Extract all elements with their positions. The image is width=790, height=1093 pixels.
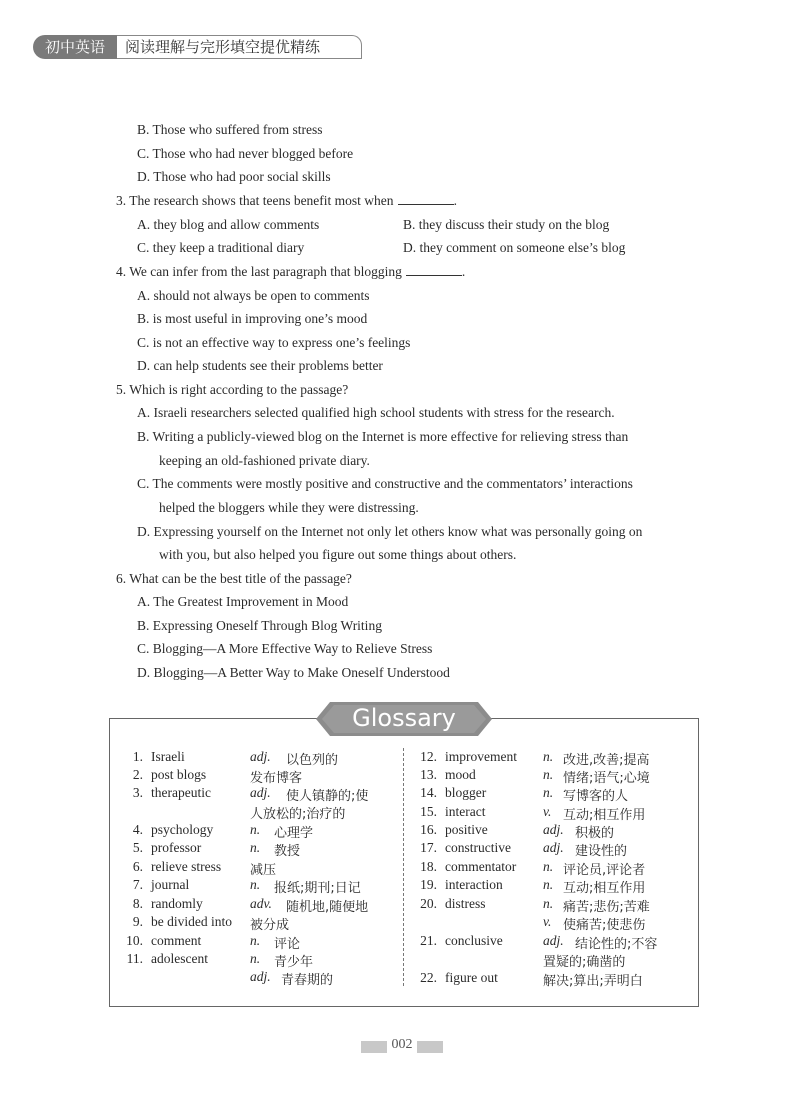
glossary-word: improvement (445, 749, 517, 764)
page-number: 002 (391, 1037, 413, 1052)
q6-option-c: C. Blogging—A More Effective Way to Relieve Stress (137, 641, 433, 656)
glossary-title: Glossary (352, 704, 456, 732)
q3-option-a: A. they blog and allow comments (137, 217, 320, 232)
glossary-pos: adj. (543, 840, 564, 855)
glossary-number: 18. (420, 859, 437, 874)
glossary-word: therapeutic (151, 785, 211, 800)
glossary-tab (316, 702, 492, 736)
glossary-pos: n. (250, 822, 261, 837)
glossary-number: 10. (126, 933, 143, 948)
glossary-number: 17. (420, 840, 437, 855)
glossary-word: interaction (445, 877, 503, 892)
glossary-meaning: 解决;算出;弄明白 (543, 974, 643, 989)
glossary-word: commentator (445, 859, 517, 874)
glossary-meaning: 使人镇静的;使 (286, 789, 369, 804)
glossary-meaning: 被分成 (250, 918, 290, 933)
footer-bar-left (361, 1041, 387, 1053)
q3-option-d: D. they comment on someone else’s blog (403, 240, 626, 255)
glossary-pos: v. (543, 914, 552, 929)
answer-blank (406, 265, 462, 276)
glossary-meaning: 教授 (274, 844, 301, 859)
glossary-meaning: 改进,改善;提高 (563, 753, 650, 768)
glossary-meaning: 置疑的;确凿的 (543, 955, 626, 970)
glossary-number: 6. (132, 859, 143, 874)
glossary-word: comment (151, 933, 202, 948)
q6-option-a: A. The Greatest Improvement in Mood (137, 594, 349, 609)
glossary-word: constructive (445, 840, 511, 855)
glossary-pos: n. (250, 933, 261, 948)
glossary-number: 8. (132, 896, 143, 911)
glossary-pos: adj. (250, 785, 271, 800)
glossary-meaning: 随机地,随便地 (286, 900, 369, 915)
glossary-word: conclusive (445, 933, 503, 948)
glossary-word: distress (445, 896, 486, 911)
book-title: 阅读理解与完形填空提优精练 (117, 35, 362, 59)
glossary-meaning: 评论员,评论者 (563, 863, 646, 878)
glossary-word: interact (445, 804, 486, 819)
page-footer (361, 1037, 443, 1055)
glossary-pos: n. (543, 749, 554, 764)
q3-stem-text: 3. The research shows that teens benefit most when (116, 193, 394, 208)
glossary-pos: v. (543, 804, 552, 819)
glossary-number: 5. (132, 840, 143, 855)
q5-stem: 5. Which is right according to the passage? (116, 382, 349, 397)
glossary-number: 9. (132, 914, 143, 929)
glossary-pos: adj. (543, 822, 564, 837)
glossary-word: Israeli (151, 749, 185, 764)
glossary-word: positive (445, 822, 488, 837)
glossary-meaning: 青少年 (274, 955, 314, 970)
q6-stem: 6. What can be the best title of the passage? (116, 571, 352, 586)
glossary-number: 3. (132, 785, 143, 800)
q3-option-b: B. they discuss their study on the blog (403, 217, 610, 232)
glossary-pos: n. (250, 840, 261, 855)
q2-option-c: C. Those who had never blogged before (137, 146, 354, 161)
glossary-pos: n. (543, 877, 554, 892)
glossary-pos: n. (250, 877, 261, 892)
glossary-number: 21. (420, 933, 437, 948)
glossary-meaning: 互动;相互作用 (563, 808, 646, 823)
glossary-divider (403, 748, 404, 986)
glossary-meaning: 写博客的人 (563, 789, 629, 804)
q5-option-d-cont: with you, but also helped you figure out some things about others. (159, 547, 517, 562)
q6-option-b: B. Expressing Oneself Through Blog Writing (137, 618, 382, 633)
glossary-meaning: 情绪;语气;心境 (563, 771, 650, 786)
glossary-word: randomly (151, 896, 203, 911)
glossary-word: professor (151, 840, 202, 855)
glossary-pos: n. (543, 767, 554, 782)
q5-option-c-cont: helped the bloggers while they were distressing. (159, 500, 419, 515)
glossary-word: relieve stress (151, 859, 222, 874)
q3-option-c: C. they keep a traditional diary (137, 240, 305, 255)
glossary-meaning: 结论性的;不容 (575, 937, 658, 952)
glossary-meaning: 报纸;期刊;日记 (274, 881, 361, 896)
glossary-number: 19. (420, 877, 437, 892)
glossary-meaning: 互动;相互作用 (563, 881, 646, 896)
glossary-pos: adj. (543, 933, 564, 948)
glossary-number: 22. (420, 970, 437, 985)
glossary-number: 13. (420, 767, 437, 782)
glossary-word: post blogs (151, 767, 207, 782)
glossary-number: 16. (420, 822, 437, 837)
q5-option-b (137, 429, 697, 445)
q4-option-a: A. should not always be open to comments (137, 288, 370, 303)
glossary-number: 4. (132, 822, 143, 837)
glossary-word: journal (151, 877, 190, 892)
glossary-meaning: 减压 (250, 863, 277, 878)
q5-option-b-text: B. Writing a publicly-viewed blog on the Internet is more effective for relieving stress than (137, 429, 629, 444)
q2-option-b: B. Those who suffered from stress (137, 122, 323, 137)
glossary-meaning: 评论 (274, 937, 301, 952)
glossary-meaning: 积极的 (575, 826, 615, 841)
glossary-meaning: 青春期的 (281, 973, 334, 988)
q6-option-d: D. Blogging—A Better Way to Make Oneself Understood (137, 665, 450, 680)
glossary-pos: adj. (250, 749, 271, 764)
glossary-pos: n. (543, 859, 554, 874)
glossary-meaning: 人放松的;治疗的 (250, 807, 346, 822)
glossary-meaning: 建设性的 (575, 844, 628, 859)
answer-blank (398, 194, 454, 205)
q4-option-c: C. is not an effective way to express one’s feelings (137, 335, 411, 350)
glossary-word: mood (445, 767, 476, 782)
glossary-meaning: 使痛苦;使悲伤 (563, 918, 646, 933)
glossary-number: 11. (126, 951, 143, 966)
q5-option-d: D. Expressing yourself on the Internet not only let others know what was personally going on (137, 524, 643, 539)
glossary-word: be divided into (151, 914, 232, 929)
glossary-meaning: 以色列的 (286, 753, 339, 768)
glossary-word: blogger (445, 785, 487, 800)
q5-option-c: C. The comments were mostly positive and constructive and the commentators’ interactions (137, 476, 633, 491)
glossary-number: 7. (132, 877, 143, 892)
glossary-pos: n. (543, 785, 554, 800)
glossary-meaning: 心理学 (274, 826, 314, 841)
glossary-pos: adj. (250, 969, 271, 984)
glossary-number: 15. (420, 804, 437, 819)
glossary-pos: n. (543, 896, 554, 911)
q5-option-a: A. Israeli researchers selected qualified high school students with stress for the research. (137, 405, 615, 420)
q5-option-b-cont: keeping an old-fashioned private diary. (159, 453, 370, 468)
glossary-word: figure out (445, 970, 498, 985)
footer-bar-right (417, 1041, 443, 1053)
q4-stem: 4. We can infer from the last paragraph that blogging . (116, 264, 466, 279)
glossary-number: 14. (420, 785, 437, 800)
glossary-meaning: 发布博客 (250, 771, 303, 786)
glossary-meaning: 痛苦;悲伤;苦难 (563, 900, 650, 915)
glossary-number: 1. (132, 749, 143, 764)
series-tag: 初中英语 (33, 35, 117, 59)
glossary-word: adolescent (151, 951, 208, 966)
glossary-pos: adv. (250, 896, 272, 911)
q4-stem-text: 4. We can infer from the last paragraph that blogging (116, 264, 402, 279)
glossary-number: 12. (420, 749, 437, 764)
q4-option-d: D. can help students see their problems better (137, 358, 383, 373)
q3-stem: 3. The research shows that teens benefit most when . (116, 193, 457, 208)
glossary-word: psychology (151, 822, 214, 837)
glossary-pos: n. (250, 951, 261, 966)
q4-option-b: B. is most useful in improving one’s mood (137, 311, 368, 326)
q2-option-d: D. Those who had poor social skills (137, 169, 331, 184)
glossary-number: 2. (132, 767, 143, 782)
glossary-number: 20. (420, 896, 437, 911)
